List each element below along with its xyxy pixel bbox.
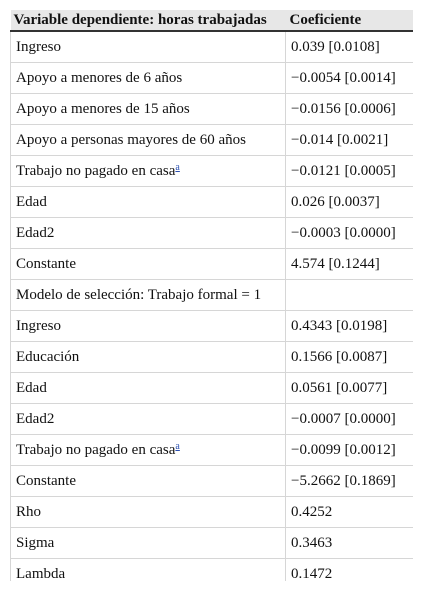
row-label-cell [11,280,286,311]
table-row [11,404,414,435]
row-label-cell [11,249,286,280]
row-label-cell [11,497,286,528]
variable-label: Educación [16,348,80,365]
table-header [11,10,414,31]
variable-label: Constante [16,255,76,272]
coefficient-cell: 0.4343 [0.0198] [286,311,414,342]
variable-label: Apoyo a personas mayores de 60 años [16,131,246,148]
coefficient-cell: 0.039 [0.0108] [286,31,414,63]
coefficient-cell: −0.0054 [0.0014] [286,63,414,94]
table-row [11,31,414,63]
coefficient-cell: 4.574 [0.1244] [286,249,414,280]
row-label-cell [11,31,286,63]
coefficient-cell: −0.0007 [0.0000] [286,404,414,435]
variable-label: Apoyo a menores de 6 años [16,69,183,86]
row-label-cell [11,63,286,94]
table-body [11,31,414,581]
footnote-link[interactable]: a [175,162,180,173]
row-label-cell [11,94,286,125]
table-row [11,497,414,528]
row-label-cell [11,373,286,404]
header-row [11,10,414,31]
table-row [11,342,414,373]
table-row [11,63,414,94]
coefficient-cell: 0.026 [0.0037] [286,187,414,218]
variable-label: Constante [16,472,76,489]
variable-label: Ingreso [16,38,61,55]
footnote-link[interactable]: a [175,441,180,452]
row-label-cell [11,342,286,373]
coefficient-cell: −0.0121 [0.0005] [286,156,414,187]
coefficient-cell: 0.0561 [0.0077] [286,373,414,404]
row-label-cell [11,125,286,156]
table-row [11,249,414,280]
variable-label: Rho [16,503,42,520]
variable-label: Edad [16,379,47,396]
table-row [11,528,414,559]
coefficient-cell [286,280,414,311]
row-label-cell [11,156,286,187]
variable-label: Lambda [16,565,66,581]
coefficient-cell: 0.1472 [286,559,414,582]
row-label-cell [11,218,286,249]
table-row [11,218,414,249]
variable-label: Edad2 [16,410,55,427]
row-label-cell [11,435,286,466]
variable-label: Edad2 [16,224,55,241]
table-row [11,280,414,311]
table-row [11,466,414,497]
variable-label: Sigma [16,534,55,551]
table-row [11,125,414,156]
header-coefficient: Coeficiente [286,10,414,31]
coefficient-cell: −5.2662 [0.1869] [286,466,414,497]
regression-results-table [10,10,413,581]
coefficient-cell: 0.3463 [286,528,414,559]
row-label-cell [11,404,286,435]
variable-label: Ingreso [16,317,61,334]
table-row [11,435,414,466]
coefficient-cell: −0.0003 [0.0000] [286,218,414,249]
row-label-cell [11,559,286,582]
coefficient-cell: 0.4252 [286,497,414,528]
row-label-cell [11,187,286,218]
variable-label: Trabajo no pagado en casa [16,163,176,179]
row-label-cell [11,466,286,497]
table-row [11,156,414,187]
row-label-cell [11,311,286,342]
row-label-cell [11,528,286,559]
variable-label: Apoyo a menores de 15 años [16,100,190,117]
coefficient-cell: −0.0156 [0.0006] [286,94,414,125]
table-row [11,311,414,342]
table-row [11,373,414,404]
table-row [11,559,414,582]
variable-label: Trabajo no pagado en casa [16,442,176,458]
coefficient-cell: −0.0099 [0.0012] [286,435,414,466]
table-row [11,187,414,218]
variable-label: Modelo de selección: Trabajo formal = 1 [16,286,262,303]
coefficient-cell: 0.1566 [0.0087] [286,342,414,373]
results-table-container [10,10,413,581]
variable-label: Edad [16,193,47,210]
coefficient-cell: −0.014 [0.0021] [286,125,414,156]
header-variable: Variable dependiente: horas trabajadas [11,10,286,31]
table-row [11,94,414,125]
